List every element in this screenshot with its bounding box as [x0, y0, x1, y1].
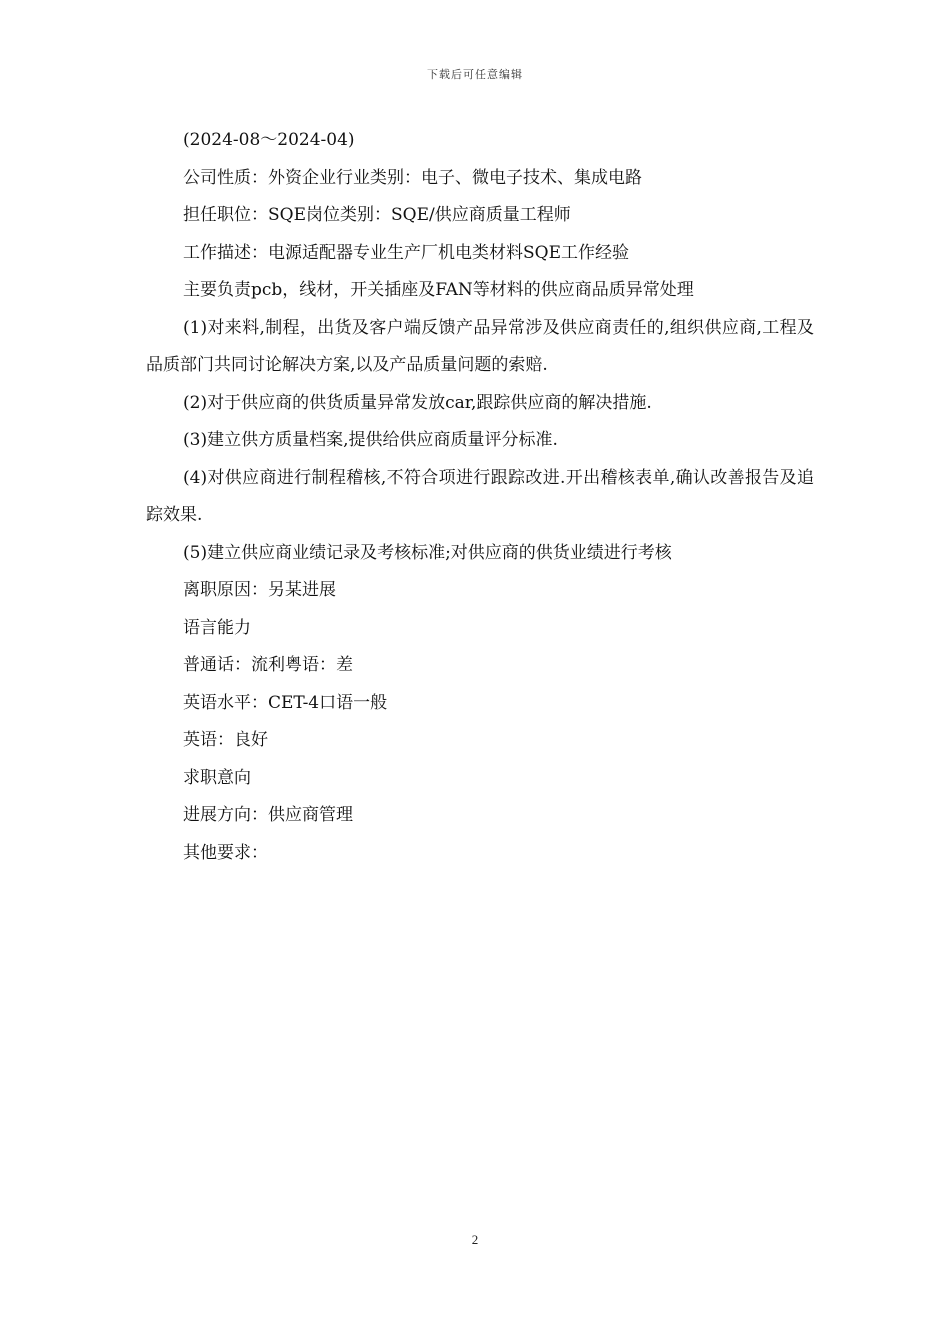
- main-responsibility: 主要负责pcb，线材，开关插座及FAN等材料的供应商品质异常处理: [183, 280, 694, 300]
- job-description: 工作描述：电源适配器专业生产厂机电类材料SQE工作经验: [183, 242, 629, 263]
- company-nature: 公司性质：外资企业行业类别：电子、微电子技术、集成电路: [183, 167, 642, 188]
- page-number: 2: [471, 1232, 479, 1247]
- section-heading-language: 语言能力: [183, 617, 251, 638]
- duty-item-3: (3)建立供方质量档案,提供给供应商质量评分标准.: [183, 430, 558, 450]
- duty-item-2: (2)对于供应商的供货质量异常发放car,跟踪供应商的解决措施.: [183, 392, 652, 413]
- page-header: 下载后可任意编辑: [427, 68, 523, 81]
- section-heading-job-intention: 求职意向: [183, 767, 251, 788]
- duty-item-1: (1)对来料,制程，出货及客户端反馈产品异常涉及供应商责任的,组织供应商,工程及品质部门共同讨论解决方案,以及产品质量问题的索赔.: [146, 317, 814, 375]
- resume-body: [146, 122, 814, 872]
- english-skill: 英语：良好: [183, 730, 268, 750]
- english-level: 英语水平：CET-4口语一般: [183, 692, 388, 713]
- duty-item-5: (5)建立供应商业绩记录及考核标准;对供应商的供货业绩进行考核: [183, 542, 672, 563]
- position-held: 担任职位：SQE岗位类别：SQE/供应商质量工程师: [183, 205, 571, 225]
- duty-item-4: (4)对供应商进行制程稽核,不符合项进行跟踪改进.开出稽核表单,确认改善报告及追踪效果.: [146, 467, 814, 525]
- employment-period: (2024-08～2024-04): [183, 130, 355, 150]
- career-direction: 进展方向：供应商管理: [183, 805, 353, 825]
- mandarin-cantonese: 普通话：流利粤语：差: [183, 655, 353, 675]
- leaving-reason: 离职原因：另某进展: [183, 580, 336, 600]
- other-requirements: 其他要求：: [183, 842, 268, 863]
